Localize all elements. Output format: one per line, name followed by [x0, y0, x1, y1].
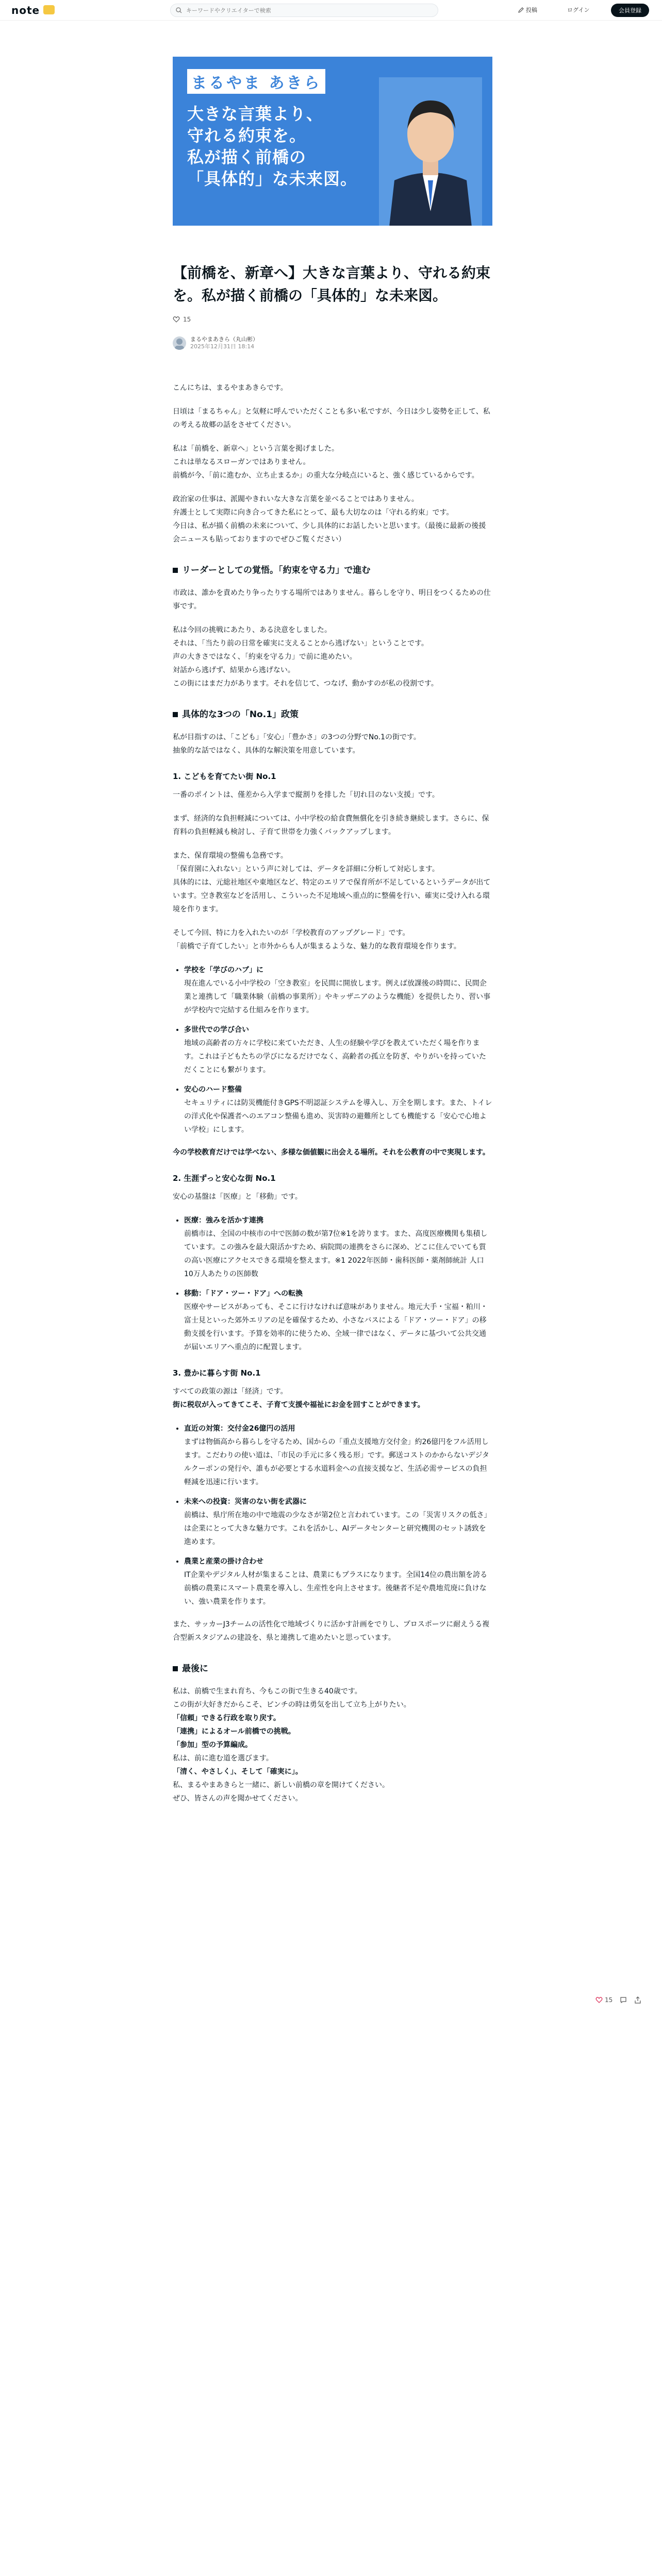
paragraph-line: 前橋が今、「前に進むか、立ち止まるか」の重大な分岐点にいると、強く感じているからです。 — [173, 471, 479, 480]
hero-line-3: 私が描く前橋の — [187, 147, 307, 167]
hero-line-2: 守れる約束を。 — [187, 126, 307, 145]
paragraph: また、サッカーJ3チームの活性化で地域づくりに活かす計画をでりし、プロスポーツに耐えうる複合型新スタジアムの建設を、県と連携して進めたいと思っています。 — [173, 1620, 490, 1642]
like-button[interactable] — [595, 1996, 613, 2004]
list-item-title: 医療：強みを活かす連携 — [184, 1216, 263, 1225]
list-item — [184, 1495, 492, 1549]
paragraph-bold: 今の学校教育だけでは学べない、多様な価値観に出会える場所。それを公教育の中で実現します。 — [173, 1148, 490, 1157]
paragraph-line: 私が目指すのは、「こども」「安心」「豊かさ」の3つの分野でNo.1の街です。 — [173, 733, 421, 741]
likes-count: 15 — [183, 316, 191, 323]
bullet-list — [184, 963, 492, 1137]
search-input[interactable] — [186, 7, 423, 14]
paragraph: 日頃は「まるちゃん」と気軽に呼んでいただくことも多い私ですが、今日は少し姿勢を正して、私の考える故郷の話をさせてください。 — [173, 408, 490, 429]
list-item-title: 未来への投資：災害のない街を武器に — [184, 1498, 307, 1506]
side-likes-count: 15 — [605, 1996, 613, 2004]
paragraph-line: 私は今回の挑戦にあたり、ある決意をしました。 — [173, 626, 332, 634]
paragraph-bold: 「清く、やさしく」、そして「確実に」。 — [173, 1768, 303, 1776]
candidate-photo — [379, 77, 482, 226]
top-navigation-bar — [0, 0, 662, 21]
list-item-text: 前橋は、県庁所在地の中で地震の少なさが第2位と言われています。この「災害リスクの低さ」は企業にとって大きな魅力です。これを活かし、AIデータセンターと研究機関のセット誘致を進めます。 — [184, 1511, 491, 1546]
paragraph: こんにちは、まるやまあきらです。 — [173, 384, 288, 392]
list-item-text: 前橋市は、全国の中核市の中で医師の数が第7位※1を誇ります。また、高度医療機関も集積しています。この強みを最大限活かすため、病院間の連携をさらに深め、どこに住んでいても質の高い医療にアクセスできる環境を整えます。※1 2022年医師・歯科医師・薬剤師統計 人口10万人あたりの医師数 — [184, 1230, 488, 1278]
list-item-title: 農業と産業の掛け合わせ — [184, 1557, 263, 1566]
bullet-list — [184, 1422, 492, 1608]
hero-image — [173, 57, 492, 226]
paragraph-line: 声の大きさではなく、「約束を守る力」で前に進めたい。 — [173, 653, 357, 661]
section-heading — [173, 1662, 492, 1675]
hero-line-1: 大きな言葉より、 — [187, 104, 324, 124]
paragraph: 安心の基盤は「医療」と「移動」です。 — [173, 1193, 302, 1201]
paragraph-line: 「保育園に入れない」という声に対しては、データを詳細に分析して対応します。 — [173, 865, 439, 873]
share-icon[interactable] — [634, 1996, 641, 2004]
post-button[interactable] — [518, 6, 537, 14]
list-item-text: 医療やサービスがあっても、そこに行けなければ意味がありません。地元大手・宝福・粕川・富士見といった郊外エリアの足を確保するため、小さなバスによる「ドア・ツー・ドア」の移動支援を行います。予算を効率的に使うため、全域一律ではなく、データに基づいて公共交通が届いエリアへ重点的に配置します。 — [184, 1303, 488, 1351]
article-body — [173, 381, 492, 1816]
list-item-text: 現在進んでいる小中学校の「空き教室」を民間に開放します。例えば放課後の時間に、民間企業と連携して「職業体験（前橋の事業所）」やキッザニアのような機能）を提供したり、習い事が学校内で完結する仕組みを作ります。 — [184, 979, 491, 1014]
heading-bullet-icon — [173, 568, 178, 573]
register-button[interactable]: 会員登録 — [611, 4, 649, 17]
paragraph-bold: 「信頼」できる行政を取り戻す。 — [173, 1714, 280, 1722]
paragraph-line: 対話から逃げず、結果から逃げない。 — [173, 666, 295, 674]
heading-text: 最後に — [182, 1664, 208, 1674]
paragraph-line: 私は、前橋で生まれ育ち、今もこの街で生きる40歳です。 — [173, 1687, 362, 1696]
heading-text: リーダーとしての覚悟。「約束を守る力」で進む — [182, 565, 371, 575]
paragraph-line: 私、まるやまあきらと一緒に、新しい前橋の章を開けてください。 — [173, 1781, 389, 1789]
hero-name: まるやま あきら — [187, 69, 325, 94]
hero-line-4: 「具体的」な未来図。 — [187, 169, 358, 189]
list-item-title: 多世代での学び合い — [184, 1026, 249, 1034]
list-item-text: IT企業やデジタル人材が集まることは、農業にもプラスになります。全国14位の農出額を誇る前橋の農業にスマート農業を導入し、生産性を向上させます。後継者不足や農地荒廃に負けない、強い農業を作ります。 — [184, 1571, 488, 1606]
heart-icon[interactable] — [173, 316, 180, 323]
likes-row[interactable] — [173, 316, 191, 323]
list-item — [184, 1555, 492, 1608]
floating-action-bar — [595, 1996, 641, 2004]
subsection-heading: 3. 豊かに暮らす街 No.1 — [173, 1368, 261, 1378]
section-heading — [173, 564, 492, 577]
paragraph-line: 「前橋で子育てしたい」と市外からも人が集まるような、魅力的な教育環境を作ります。 — [173, 942, 461, 951]
publish-date: 2025年12月31日 18:14 — [190, 343, 255, 350]
paragraph-line: この街が大好きだからこそ、ピンチの時は勇気を出して立ち上がりたい。 — [173, 1701, 411, 1709]
paragraph-line: 政治家の仕事は、派閥やきれいな大きな言葉を並べることではありません。 — [173, 495, 419, 503]
list-item-title: 移動：「ドア・ツー・ドア」への転換 — [184, 1290, 303, 1298]
paragraph: 一番のポイントは、僅差から入学まで縦割りを排した「切れ目のない支援」です。 — [173, 791, 439, 799]
paragraph-line: 抽象的な話ではなく、具体的な解決策を用意しています。 — [173, 747, 360, 755]
paragraph-line: 具体的には、元総社地区や東地区など、特定のエリアで保育所が不足しているというデータが出ています。空き教室などを活用し、こういった不足地域へ重点的に整備を行い、確実に受け入れる環境を作ります。 — [173, 878, 491, 913]
author-name[interactable]: まるやまあきら（丸山彬） — [190, 336, 258, 343]
paragraph-line: 私は「前橋を、新章へ」という言葉を掲げました。 — [173, 445, 339, 453]
paragraph-line: この街にはまだ力があります。それを信じて、つなげ、動かすのが私の役割です。 — [173, 680, 438, 688]
subsection-heading: 2. 生涯ずっと安心な街 No.1 — [173, 1174, 276, 1183]
paragraph-bold: 「連携」によるオール前橋での挑戦。 — [173, 1727, 295, 1736]
author-block[interactable] — [173, 336, 258, 350]
list-item-text: セキュリティには防災機能付きGPS不明認証システムを導入し、万全を期します。また、トイレの洋式化や保護者へのエアコン整備も進め、災害時の避難所としても機能する「安心で心地よい学校」にします。 — [184, 1099, 492, 1134]
bullet-list — [184, 1214, 492, 1354]
paragraph-line: 今日は、私が描く前橋の未来について、少し具体的にお話したいと思います。（最後に最新の後援会ニュースも貼っておりますのでぜひご覧ください） — [173, 522, 486, 544]
article-title: 【前橋を、新章へ】大きな言葉より、守れる約束を。私が描く前橋の「具体的」な未来図。 — [173, 264, 491, 304]
list-item-text: 地域の高齢者の方々に学校に来ていただき、人生の経験や学びを教えていただく場を作ります。これは子どもたちの学びになるだけでなく、高齢者の孤立を防ぎ、やりがいを持っていただくことにも繋がります。 — [184, 1039, 487, 1074]
search-box[interactable] — [170, 4, 438, 17]
paragraph-line: これは単なるスローガンではありません。 — [173, 458, 310, 466]
heading-bullet-icon — [173, 1666, 178, 1671]
paragraph: まず、経済的な負担軽減については、小中学校の給食費無償化を引き続き継続します。さらに、保育料の負担軽減も検討し、子育て世帯を力強くバックアップします。 — [173, 815, 489, 836]
list-item-title: 直近の対策：交付金26億円の活用 — [184, 1425, 295, 1433]
paragraph-line: そして今回、特に力を入れたいのが「学校教育のアップグレード」です。 — [173, 929, 410, 937]
heading-bullet-icon — [173, 712, 178, 717]
paragraph-line: 私は、前に進む道を選びます。 — [173, 1754, 273, 1762]
section-heading — [173, 708, 492, 721]
author-avatar[interactable] — [173, 336, 186, 350]
list-item — [184, 1023, 492, 1077]
paragraph-bold: 街に税収が入ってきてこそ、子育て支援や福祉にお金を回すことができます。 — [173, 1401, 425, 1409]
paragraph-line: それは、「当たり前の日常を確実に支えることから逃げない」ということです。 — [173, 639, 428, 648]
paragraph-bold: 「参加」型の予算編成。 — [173, 1741, 252, 1749]
paragraph-line: また、保育環境の整備も急務です。 — [173, 852, 288, 860]
subsection-heading: 1. こどもを育てたい街 No.1 — [173, 772, 276, 781]
pencil-icon — [518, 7, 524, 13]
list-item — [184, 1083, 492, 1137]
note-logo[interactable]: note — [11, 4, 40, 16]
paragraph-line: 弁護士として実際に向き合ってきた私にとって、最も大切なのは「守れる約束」です。 — [173, 509, 454, 517]
post-label: 投稿 — [526, 7, 537, 13]
paragraph-line: ぜひ、皆さんの声を聞かせてください。 — [173, 1794, 303, 1803]
list-item — [184, 1214, 492, 1281]
paragraph-line: 市政は、誰かを責めたり争ったりする場所ではありません。暮らしを守り、明日をつくるための仕事です。 — [173, 589, 491, 611]
login-link[interactable]: ログイン — [567, 7, 590, 13]
heading-text: 具体的な3つの「No.1」政策 — [182, 709, 299, 720]
list-item — [184, 963, 492, 1017]
comment-icon[interactable] — [620, 1996, 627, 2004]
paragraph-line: すべての政策の源は「経済」です。 — [173, 1387, 288, 1396]
logo-badge-icon — [43, 5, 55, 14]
list-item-title: 安心のハード整備 — [184, 1086, 242, 1094]
heart-icon[interactable] — [595, 1996, 603, 2004]
list-item-title: 学校を「学びのハブ」に — [184, 966, 263, 974]
list-item-text: まずは物価高から暮らしを守るため、国からの「重点支援地方交付金」約26億円をフル活用します。こだわりの使い道は、「市民の手元に多く残る形」です。郵送コストのかからないデジタルクーポンの発行や、誰もが必要とする水道料金への直接支援など、生活必需サービスの負担軽減を迅速に行います。 — [184, 1438, 489, 1486]
search-icon — [176, 7, 182, 13]
list-item — [184, 1287, 492, 1354]
list-item — [184, 1422, 492, 1489]
